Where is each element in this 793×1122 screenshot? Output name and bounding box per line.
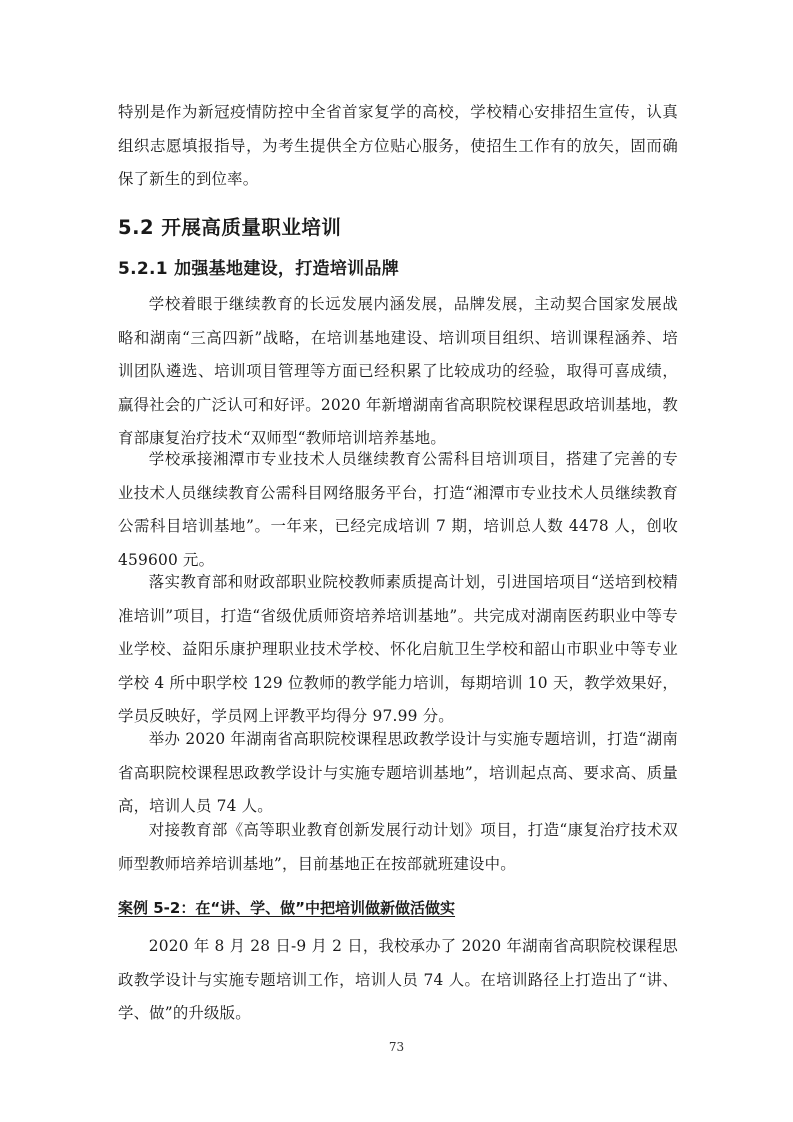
paragraph-base-construction: 学校着眼于继续教育的长远发展内涵发展，品牌发展，主动契合国家发展战略和湖南“三高四新”战略，在培训基地建设、培训项目组织、培训课程涵养、培训团队遴选、培训项目管理等方面已经积累了比较成功的经验，取得可喜成绩，赢得社会的广泛认可和好评。2020 年新增湖南省高职院校课程思政培训基地，教育部康复治疗技术“双师型“教师培训培养基地。	[118, 295, 678, 448]
subsection-heading: 5.2.1 加强基地建设，打造培训品牌	[118, 259, 400, 279]
paragraph-xiangtan-training: 学校承接湘潭市专业技术人员继续教育公需科目培训项目，搭建了完善的专业技术人员继续教育公需科目网络服务平台，打造“湘潭市专业技术人员继续教育公需科目培训基地”。一年来，已经完成培训 7 期，培训总人数 4478 人，创收 459600 元。	[118, 450, 678, 569]
paragraph-national-training: 落实教育部和财政部职业院校教师素质提高计划，引进国培项目“送培到校精准培训”项目，打造“省级优质师资培养培训基地”。共完成对湖南医药职业中等专业学校、益阳乐康护理职业技术学校、怀化启航卫生学校和韶山市职业中等专业学校 4 所中职学校 129 位教师的教学能力培训，每期培训 10 天，教学效果好，学员反映好，学员网上评教平均得分 97.99 分。	[118, 573, 678, 726]
paragraph-admissions: 特别是作为新冠疫情防控中全省首家复学的高校，学校精心安排招生宣传，认真组织志愿填报指导，为考生提供全方位贴心服务，使招生工作有的放矢，固而确保了新生的到位率。	[118, 103, 678, 189]
section-heading: 5.2 开展高质量职业培训	[118, 216, 342, 239]
page-number: 73	[388, 1040, 405, 1054]
paragraph-ideological-training: 举办 2020 年湖南省高职院校课程思政教学设计与实施专题培训，打造“湖南省高职院校课程思政教学设计与实施专题培训基地”，培训起点高、要求高、质量高，培训人员 74 人。	[118, 730, 678, 816]
paragraph-dual-teacher-base: 对接教育部《高等职业教育创新发展行动计划》项目，打造“康复治疗技术双师型教师培养培训基地”，目前基地正在按部就班建设中。	[118, 821, 678, 873]
paragraph-case-detail: 2020 年 8 月 28 日-9 月 2 日，我校承办了 2020 年湖南省高职院校课程思政教学设计与实施专题培训工作，培训人员 74 人。在培训路径上打造出了“讲、学、做”的升级版。	[118, 937, 679, 1023]
case-heading: 案例 5-2：在“讲、学、做”中把培训做新做活做实	[118, 899, 456, 917]
